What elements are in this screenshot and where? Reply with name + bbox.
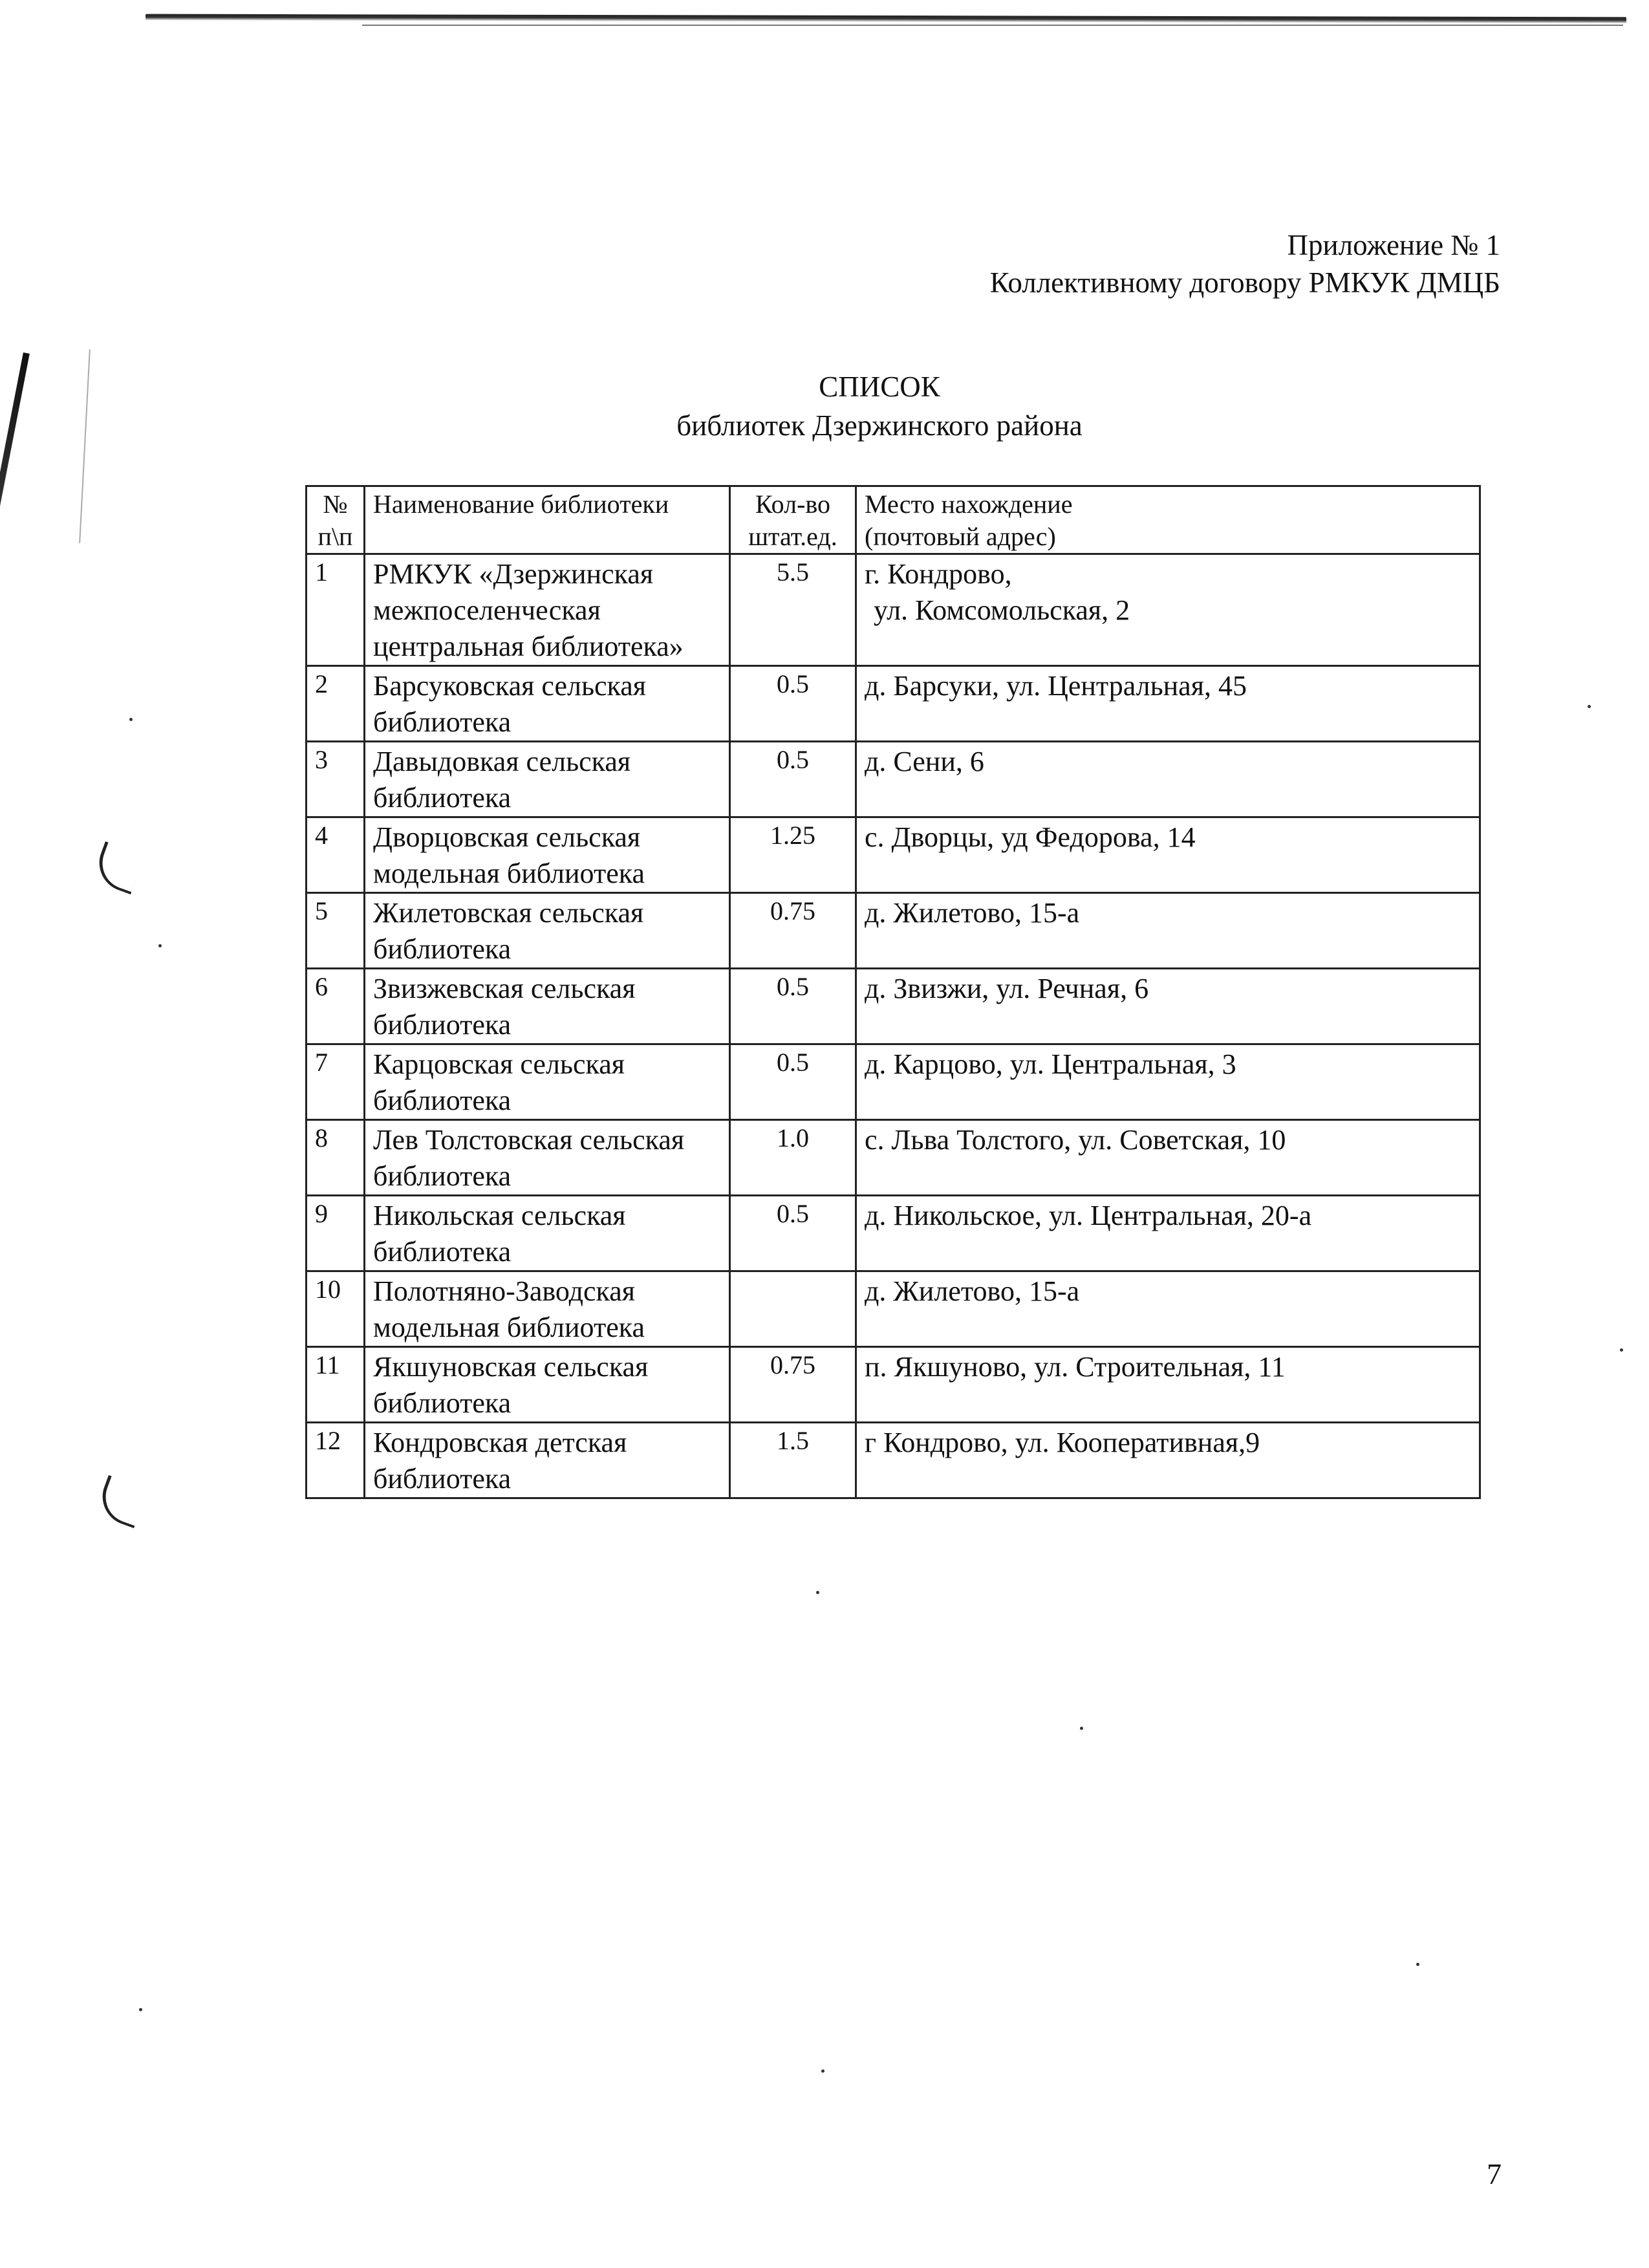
- table-row: [307, 1347, 1480, 1423]
- row-address-line: д. Барсуки, ул. Центральная, 45: [865, 670, 1247, 702]
- header-address: [856, 486, 1480, 554]
- row-name-line: библиотека: [373, 1236, 512, 1268]
- scan-speck: [129, 718, 133, 721]
- row-address-line: д. Звизжи, ул. Речная, 6: [865, 973, 1149, 1004]
- row-name-line: межпоселенческая: [373, 594, 601, 626]
- row-address-line: д. Жилетово, 15-а: [865, 1275, 1080, 1307]
- row-name-line: Никольская сельская: [373, 1200, 626, 1231]
- scan-speck: [1080, 1727, 1083, 1730]
- table-row: [307, 1120, 1480, 1196]
- row-address: [856, 1423, 1480, 1498]
- row-name-line: библиотека: [373, 706, 512, 738]
- row-name-line: Карцовская сельская: [373, 1048, 625, 1080]
- row-name: [365, 1044, 730, 1120]
- row-num: 3: [307, 742, 365, 817]
- row-name-line: библиотека: [373, 1009, 512, 1041]
- row-name: [365, 742, 730, 817]
- row-name-line: модельная библиотека: [373, 858, 645, 889]
- row-num: 12: [307, 1423, 365, 1498]
- row-num: 1: [307, 554, 365, 666]
- row-staff: 0.75: [730, 1347, 856, 1423]
- row-name-line: Лев Толстовская сельская: [373, 1124, 685, 1156]
- row-address-line: г. Кондрово,: [865, 558, 1012, 590]
- appendix-line-1: Приложение № 1: [1287, 229, 1500, 261]
- row-name-line: библиотека: [373, 1387, 512, 1419]
- row-name-line: РМКУК «Дзержинская: [373, 558, 654, 590]
- row-staff: 0.5: [730, 1196, 856, 1271]
- row-name: [365, 666, 730, 742]
- row-name: [365, 554, 730, 666]
- header-staff-line-1: Кол-во: [755, 490, 831, 519]
- row-staff: [730, 1271, 856, 1347]
- row-staff: 1.0: [730, 1120, 856, 1196]
- row-name-line: центральная библиотека»: [373, 631, 684, 662]
- scan-speck: [821, 2069, 824, 2073]
- row-name: [365, 817, 730, 893]
- row-name-line: Якшуновская сельская: [373, 1351, 649, 1383]
- scan-speck: [1620, 1348, 1623, 1352]
- title-main: СПИСОК: [819, 371, 940, 403]
- table-row: [307, 1044, 1480, 1120]
- table-row: [307, 893, 1480, 969]
- row-address-line: с. Дворцы, уд Федорова, 14: [865, 821, 1196, 853]
- row-address: [856, 1347, 1480, 1423]
- row-num: 6: [307, 969, 365, 1044]
- header-name: Наименование библиотеки: [365, 486, 730, 554]
- row-address: [856, 666, 1480, 742]
- row-address-line: д. Жилетово, 15-а: [865, 897, 1080, 929]
- row-staff: 0.5: [730, 969, 856, 1044]
- table-row: [307, 666, 1480, 742]
- row-num: 7: [307, 1044, 365, 1120]
- header-num: [307, 486, 365, 554]
- header-staff: [730, 486, 856, 554]
- row-address-line: д. Сени, 6: [865, 746, 984, 777]
- header-staff-line-2: штат.ед.: [748, 522, 837, 551]
- row-staff: 1.25: [730, 817, 856, 893]
- table-row: [307, 1271, 1480, 1347]
- row-name-line: библиотека: [373, 1160, 512, 1192]
- row-name: [365, 893, 730, 969]
- row-num: 4: [307, 817, 365, 893]
- table-header-row: [307, 486, 1480, 554]
- row-name-line: библиотека: [373, 782, 512, 814]
- row-name-line: модельная библиотека: [373, 1312, 645, 1343]
- row-address: [856, 554, 1480, 666]
- table-row: [307, 1196, 1480, 1271]
- scan-speck: [816, 1591, 819, 1594]
- row-name: [365, 1271, 730, 1347]
- row-num: 5: [307, 893, 365, 969]
- row-address: [856, 1271, 1480, 1347]
- table-row: [307, 1423, 1480, 1498]
- punch-hole-mark: [94, 1475, 148, 1528]
- row-name-line: Жилетовская сельская: [373, 897, 644, 929]
- scan-edge-line: [146, 14, 1626, 24]
- row-name-line: Дворцовская сельская: [373, 821, 641, 853]
- row-name-line: библиотека: [373, 1463, 512, 1495]
- row-address-line: с. Льва Толстого, ул. Советская, 10: [865, 1124, 1286, 1156]
- scan-speck: [158, 944, 162, 947]
- row-address: [856, 742, 1480, 817]
- row-address: [856, 817, 1480, 893]
- libraries-table: [305, 485, 1481, 1499]
- row-name-line: Кондровская детская: [373, 1427, 627, 1458]
- row-name-line: Давыдовкая сельская: [373, 746, 631, 777]
- row-staff: 5.5: [730, 554, 856, 666]
- table-row: [307, 554, 1480, 666]
- row-name-line: библиотека: [373, 1085, 512, 1116]
- punch-hole-mark: [91, 841, 145, 894]
- page-number: 7: [1487, 2157, 1502, 2190]
- row-address-line: п. Якшуново, ул. Строительная, 11: [865, 1351, 1286, 1383]
- table-row: [307, 742, 1480, 817]
- row-address: [856, 1120, 1480, 1196]
- header-num-line-2: п\п: [318, 522, 353, 551]
- row-address-line: д. Никольское, ул. Центральная, 20-а: [865, 1200, 1312, 1231]
- row-address: [856, 969, 1480, 1044]
- row-address: [856, 1044, 1480, 1120]
- row-address-line: ул. Комсомольская, 2: [874, 594, 1130, 626]
- row-staff: 1.5: [730, 1423, 856, 1498]
- row-num: 9: [307, 1196, 365, 1271]
- row-address-line: г Кондрово, ул. Кооперативная,9: [865, 1427, 1260, 1458]
- row-name-line: библиотека: [373, 933, 512, 965]
- document-title: [0, 367, 1649, 445]
- table-row: [307, 817, 1480, 893]
- row-staff: 0.5: [730, 742, 856, 817]
- scan-speck: [1416, 1963, 1419, 1966]
- row-name: [365, 969, 730, 1044]
- scan-edge-line-thin: [362, 25, 1623, 26]
- scan-speck: [1588, 705, 1591, 708]
- row-name-line: Полотняно-Заводская: [373, 1275, 635, 1307]
- header-address-line-1: Место нахождение: [865, 490, 1073, 519]
- table-row: [307, 969, 1480, 1044]
- row-address: [856, 893, 1480, 969]
- row-name: [365, 1196, 730, 1271]
- row-name: [365, 1120, 730, 1196]
- row-name-line: Звизжевская сельская: [373, 973, 636, 1004]
- appendix-header: [990, 226, 1500, 301]
- row-num: 10: [307, 1271, 365, 1347]
- header-num-line-1: №: [323, 490, 348, 519]
- title-subtitle: библиотек Дзержинского района: [676, 409, 1083, 442]
- row-staff: 0.5: [730, 666, 856, 742]
- appendix-line-2: Коллективному договору РМКУК ДМЦБ: [989, 266, 1500, 299]
- row-num: 2: [307, 666, 365, 742]
- row-address-line: д. Карцово, ул. Центральная, 3: [865, 1048, 1236, 1080]
- row-num: 8: [307, 1120, 365, 1196]
- row-name-line: Барсуковская сельская: [373, 670, 647, 702]
- row-num: 11: [307, 1347, 365, 1423]
- row-name: [365, 1347, 730, 1423]
- row-staff: 0.75: [730, 893, 856, 969]
- scan-speck: [139, 2008, 142, 2011]
- row-address: [856, 1196, 1480, 1271]
- header-address-line-2: (почтовый адрес): [865, 522, 1056, 551]
- row-staff: 0.5: [730, 1044, 856, 1120]
- row-name: [365, 1423, 730, 1498]
